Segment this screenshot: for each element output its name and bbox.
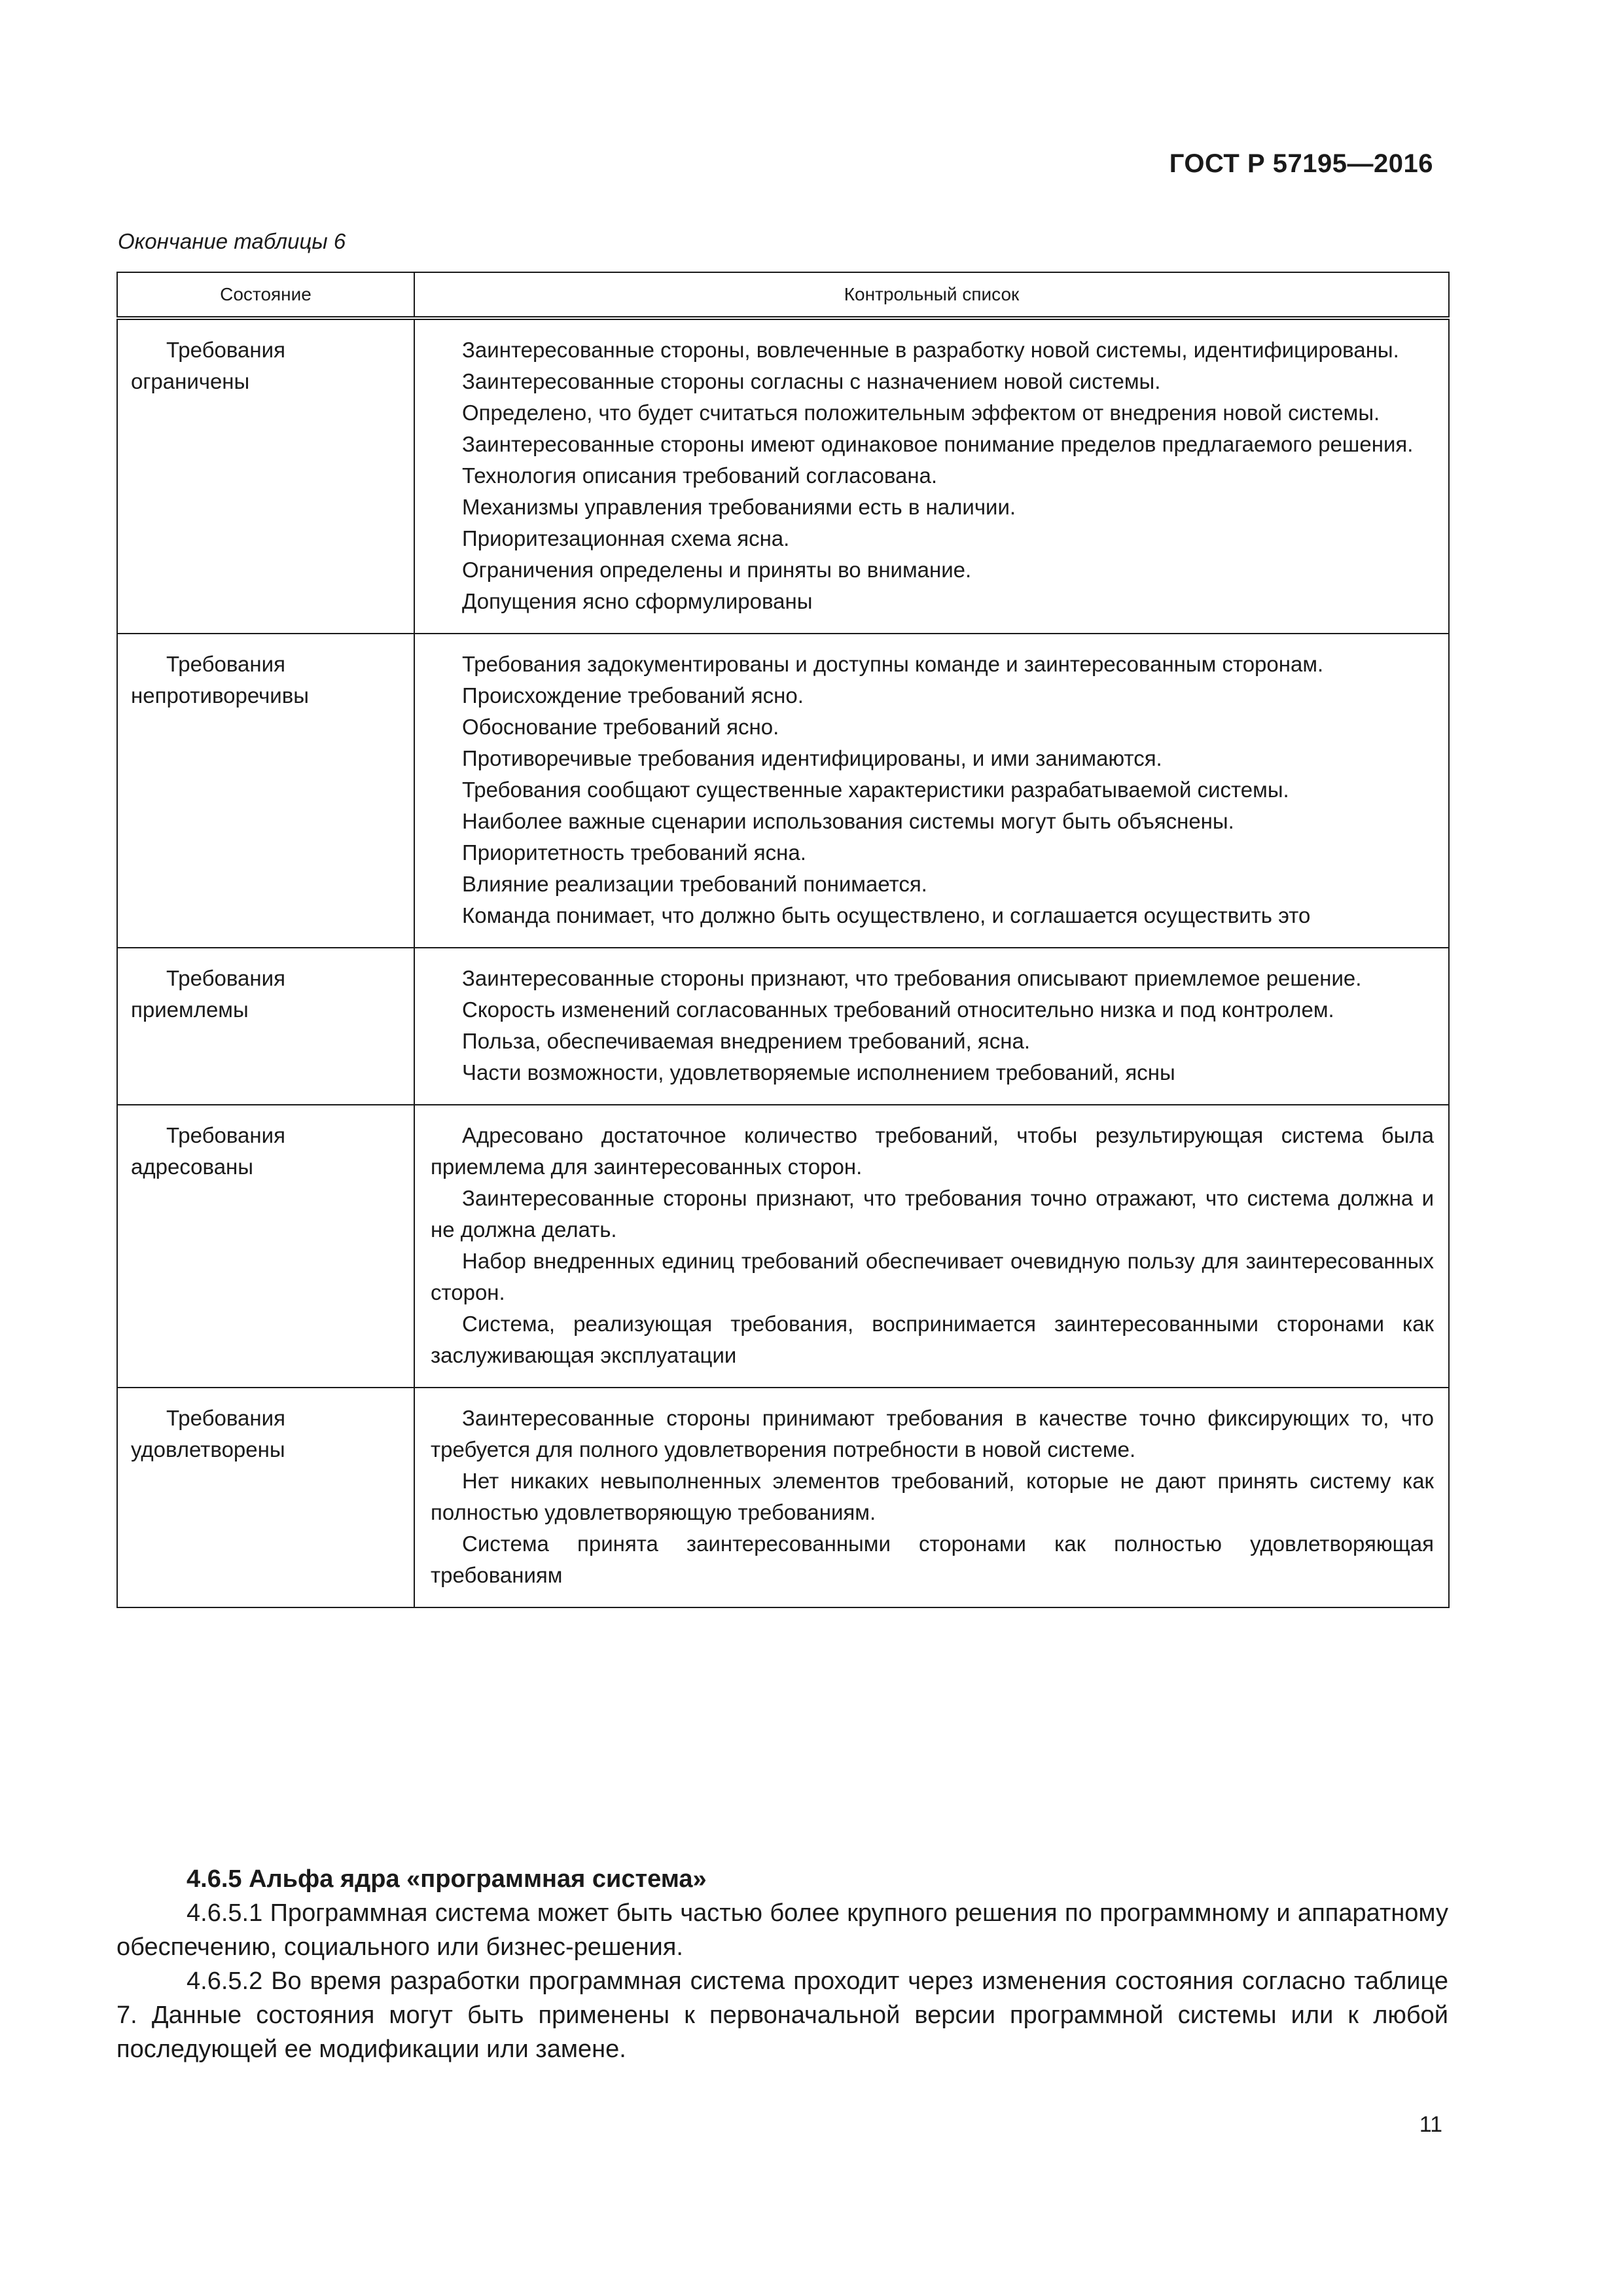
checklist-item: Происхождение требований ясно. bbox=[462, 683, 804, 708]
checklist-item: Обоснование требований ясно. bbox=[462, 715, 779, 739]
checklist-item: Части возможности, удовлетворяемые исполнением требований, ясны bbox=[462, 1060, 1175, 1085]
table-caption: Окончание таблицы 6 bbox=[118, 229, 346, 253]
column-header-state: Состояние bbox=[117, 272, 414, 318]
state-label: Требования адресованы bbox=[131, 1123, 285, 1179]
section-heading: 4.6.5 Альфа ядра «программная система» bbox=[187, 1865, 707, 1893]
checklist-item: Заинтересованные стороны согласны с назначением новой системы. bbox=[462, 369, 1161, 393]
section-paragraph: 4.6.5.1 Программная система может быть частью более крупного решения по программному и аппаратному обеспечению, социального или бизнес-решения. bbox=[116, 1899, 1448, 1961]
table-row bbox=[117, 1388, 1449, 1607]
checklist-item: Заинтересованные стороны, вовлеченные в разработку новой системы, идентифицированы. bbox=[462, 338, 1399, 362]
state-label: Требования удовлетворены bbox=[131, 1406, 285, 1462]
checklist-item: Заинтересованные стороны принимают требования в качестве точно фиксирующих то, что требуется для полного удовлетворения потребности в новой системе. bbox=[431, 1406, 1434, 1462]
checklist-cell bbox=[414, 1105, 1449, 1388]
checklist-item: Допущения ясно сформулированы bbox=[462, 589, 813, 613]
document-code: ГОСТ Р 57195—2016 bbox=[1169, 149, 1433, 178]
table-row bbox=[117, 1105, 1449, 1388]
checklist-item: Набор внедренных единиц требований обеспечивает очевидную пользу для заинтересованных сторон. bbox=[431, 1249, 1434, 1304]
checklist-item: Ограничения определены и приняты во внимание. bbox=[462, 558, 972, 582]
column-header-checklist: Контрольный список bbox=[414, 272, 1449, 318]
checklist-item: Приоритетность требований ясна. bbox=[462, 840, 806, 865]
checklist-item: Наиболее важные сценарии использования системы могут быть объяснены. bbox=[462, 809, 1234, 833]
state-label: Требования непротиворечивы bbox=[131, 652, 309, 708]
state-cell bbox=[117, 1388, 414, 1607]
checklist-cell bbox=[414, 1388, 1449, 1607]
state-cell bbox=[117, 948, 414, 1105]
checklist-item: Адресовано достаточное количество требований, чтобы результирующая система была приемлема для заинтересованных сторон. bbox=[431, 1123, 1434, 1179]
checklist-table bbox=[116, 272, 1450, 1608]
checklist-item: Команда понимает, что должно быть осуществлено, и соглашается осуществить это bbox=[462, 903, 1311, 927]
checklist-item: Нет никаких невыполненных элементов требований, которые не дают принять систему как полностью удовлетворяющую требованиям. bbox=[431, 1469, 1434, 1524]
checklist-item: Заинтересованные стороны признают, что требования описывают приемлемое решение. bbox=[462, 966, 1362, 990]
section-4-6-5 bbox=[116, 1862, 1448, 2066]
checklist-cell bbox=[414, 634, 1449, 948]
table-row bbox=[117, 634, 1449, 948]
page-number: 11 bbox=[1419, 2112, 1442, 2137]
table-row bbox=[117, 318, 1449, 634]
section-paragraph: 4.6.5.2 Во время разработки программная система проходит через изменения состояния согласно таблице 7. Данные состояния могут быть применены к первоначальной версии программной системы или к любой последующей ее модификации или замене. bbox=[116, 1967, 1448, 2063]
checklist-item: Заинтересованные стороны признают, что требования точно отражают, что система должна и не должна делать. bbox=[431, 1186, 1434, 1242]
state-label: Требования приемлемы bbox=[131, 966, 285, 1022]
state-cell bbox=[117, 634, 414, 948]
checklist-cell bbox=[414, 318, 1449, 634]
checklist-item: Механизмы управления требованиями есть в наличии. bbox=[462, 495, 1016, 519]
checklist-item: Влияние реализации требований понимается. bbox=[462, 872, 927, 896]
checklist-item: Система, реализующая требования, воспринимается заинтересованными сторонами как заслуживающая эксплуатации bbox=[431, 1312, 1434, 1367]
state-cell bbox=[117, 1105, 414, 1388]
checklist-item: Определено, что будет считаться положительным эффектом от внедрения новой системы. bbox=[462, 401, 1380, 425]
state-label: Требования ограничены bbox=[131, 338, 285, 393]
state-cell bbox=[117, 318, 414, 634]
checklist-item: Технология описания требований согласована. bbox=[462, 463, 938, 488]
checklist-cell bbox=[414, 948, 1449, 1105]
checklist-item: Заинтересованные стороны имеют одинаковое понимание пределов предлагаемого решения. bbox=[462, 432, 1414, 456]
checklist-item: Система принята заинтересованными сторонами как полностью удовлетворяющая требованиям bbox=[431, 1532, 1434, 1587]
table-container bbox=[116, 272, 1448, 1608]
checklist-item: Приоритезационная схема ясна. bbox=[462, 526, 790, 550]
checklist-item: Требования сообщают существенные характеристики разрабатываемой системы. bbox=[462, 778, 1289, 802]
checklist-item: Польза, обеспечиваемая внедрением требований, ясна. bbox=[462, 1029, 1031, 1053]
checklist-item: Требования задокументированы и доступны команде и заинтересованным сторонам. bbox=[462, 652, 1324, 676]
checklist-item: Скорость изменений согласованных требований относительно низка и под контролем. bbox=[462, 997, 1334, 1022]
table-row bbox=[117, 948, 1449, 1105]
checklist-item: Противоречивые требования идентифицированы, и ими занимаются. bbox=[462, 746, 1162, 770]
table-header-row bbox=[117, 272, 1449, 318]
